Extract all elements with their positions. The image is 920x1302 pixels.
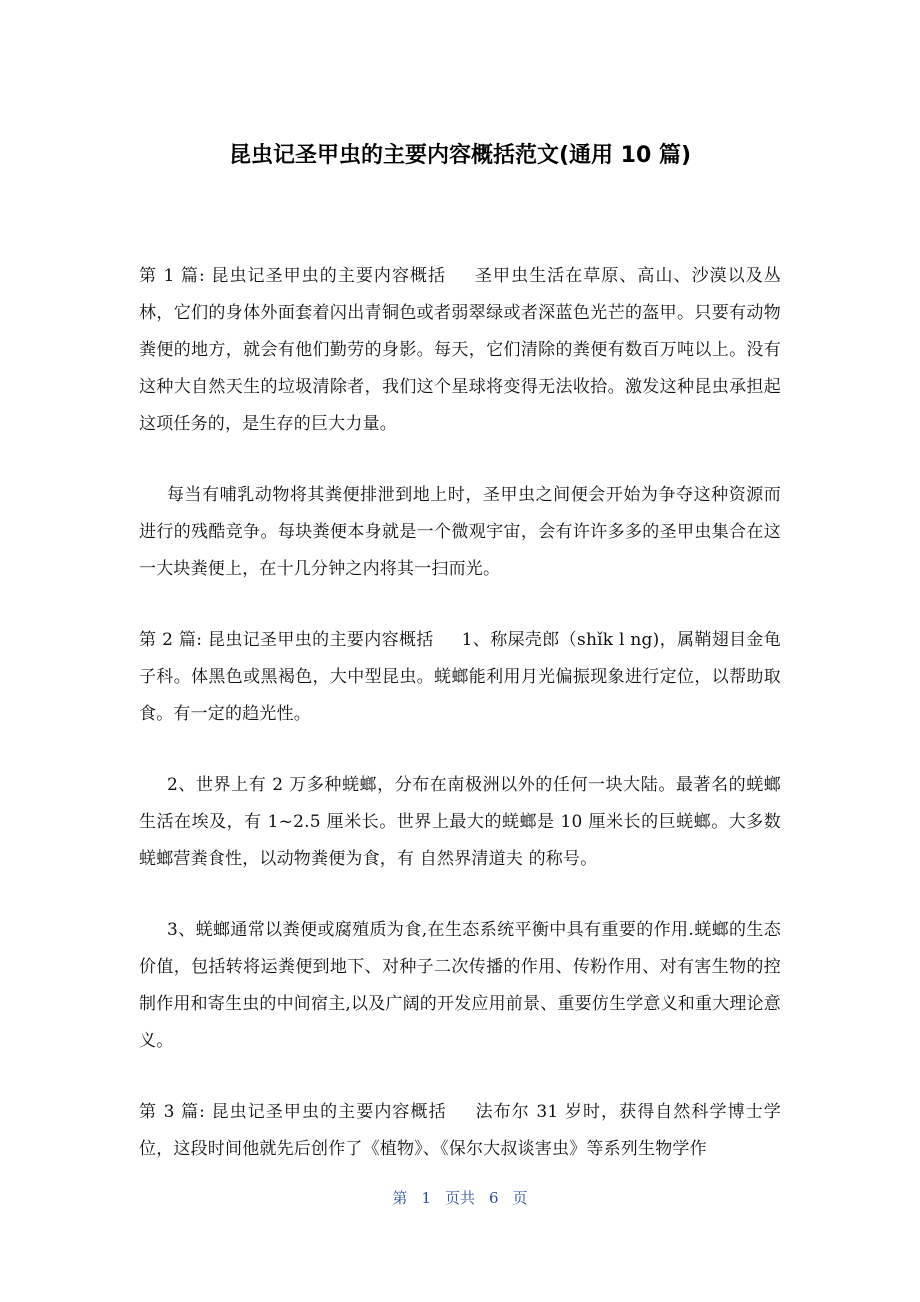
section-paragraph — [139, 767, 781, 878]
section-paragraph — [139, 477, 781, 588]
paragraph-text: 3、蜣螂通常以粪便或腐殖质为食,在生态系统平衡中具有重要的作用.蜣螂的生态价值，包括转将运粪便到地下、对种子二次传播的作用、传粉作用、对有害生物的控制作用和寄生虫的中间宿主,以及广阔的开发应用前景、重要仿生学意义和重大理论意义。 — [139, 920, 782, 1051]
section-paragraph — [139, 258, 781, 443]
page-footer — [0, 1186, 920, 1210]
section-heading: 第 2 篇: 昆虫记圣甲虫的主要内容概括 — [139, 630, 434, 650]
section-paragraph — [139, 912, 781, 1060]
document-body — [139, 258, 781, 1202]
footer-total-unit: 页 — [512, 1189, 528, 1207]
footer-page-unit: 页共 — [444, 1189, 475, 1207]
paragraph-text: 圣甲虫生活在草原、高山、沙漠以及丛林，它们的身体外面套着闪出青铜色或者弱翠绿或者深蓝色光芒的盔甲。只要有动物粪便的地方，就会有他们勤劳的身影。每天，它们清除的粪便有数百万吨以上。没有这种大自然天生的垃圾清除者，我们这个星球将变得无法收拾。激发这种昆虫承担起这项任务的，是生存的巨大力量。 — [139, 266, 781, 434]
paragraph-text: 1、称屎壳郎（shǐk l ng)，属鞘翅目金龟子科。体黑色或黑褐色，大中型昆虫。蜣螂能利用月光偏振现象进行定位，以帮助取食。有一定的趋光性。 — [139, 630, 781, 724]
document-title: 昆虫记圣甲虫的主要内容概括范文(通用 10 篇) — [228, 143, 692, 168]
section-heading: 第 1 篇: 昆虫记圣甲虫的主要内容概括 — [139, 266, 447, 286]
footer-total-pages: 6 — [489, 1189, 499, 1207]
paragraph-text: 法布尔 31 岁时，获得自然科学博士学位，这段时间他就先后创作了《植物》、《保尔大叔谈害虫》等系列生物学作 — [139, 1102, 781, 1159]
paragraph-text: 2、世界上有 2 万多种蜣螂，分布在南极洲以外的任何一块大陆。最著名的蜣螂生活在埃及，有 1~2.5 厘米长。世界上最大的蜣螂是 10 厘米长的巨蜣螂。大多数蜣螂营粪食性，以动物粪便为食，有 自然界清道夫 的称号。 — [139, 775, 781, 869]
section-paragraph — [139, 622, 781, 733]
footer-page-label: 第 — [392, 1189, 408, 1207]
footer-page-number: 1 — [421, 1189, 431, 1207]
paragraph-text: 每当有哺乳动物将其粪便排泄到地上时，圣甲虫之间便会开始为争夺这种资源而进行的残酷竞争。每块粪便本身就是一个微观宇宙，会有许许多多的圣甲虫集合在这一大块粪便上，在十几分钟之内将其一扫而光。 — [139, 485, 781, 579]
section-heading: 第 3 篇: 昆虫记圣甲虫的主要内容概括 — [139, 1102, 447, 1122]
section-paragraph — [139, 1094, 781, 1168]
